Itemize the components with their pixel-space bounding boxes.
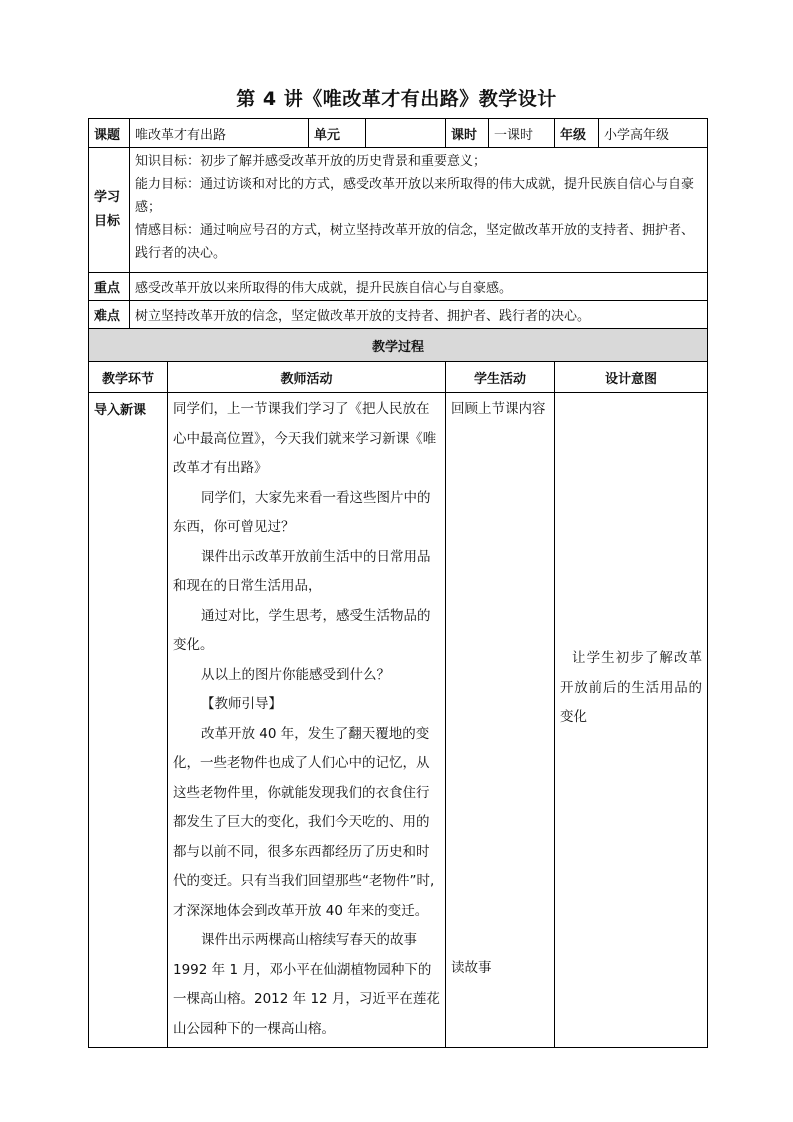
- goals-row: [89, 148, 708, 273]
- grade-value: 小学高年级: [599, 119, 708, 148]
- teacher-activity: [168, 393, 446, 1048]
- student-read: 读故事: [451, 960, 492, 976]
- student-activity: [446, 393, 555, 1048]
- goal-emotion: 情感目标：通过响应号召的方式，树立坚持改革开放的信念，坚定做改革开放的支持者、拥护者、践行者的决心。: [135, 223, 695, 261]
- period-label: 课时: [446, 119, 489, 148]
- period-value: 一课时: [489, 119, 555, 148]
- unit-value: [366, 119, 446, 148]
- lesson-plan-table: [88, 118, 708, 1048]
- key-point-label: 重点: [89, 273, 130, 301]
- design-intent: 让学生初步了解改革开放前后的生活用品的变化: [560, 650, 703, 725]
- header-row: [89, 119, 708, 148]
- teacher-paragraph: 同学们，大家先来看一看这些图片中的东西，你可曾见过？: [173, 489, 431, 535]
- key-point-text: 感受改革开放以来所取得的伟大成就，提升民族自信心与自豪感。: [130, 273, 708, 301]
- teacher-paragraph: 【教师引导】: [201, 696, 282, 712]
- stage-cell: 导入新课: [89, 393, 168, 1048]
- teacher-paragraph: 同学们，上一节课我们学习了《把人民放在心中最高位置》，今天我们就来学习新课《唯改革才有出路》: [173, 401, 437, 476]
- col-student: 学生活动: [446, 362, 555, 393]
- goals-content: [130, 148, 708, 273]
- process-body-row: [89, 393, 708, 1048]
- teacher-paragraph: 从以上的图片你能感受到什么？: [201, 666, 390, 683]
- difficulty-text: 树立坚持改革开放的信念，坚定做改革开放的支持者、拥护者、践行者的决心。: [130, 301, 708, 329]
- process-heading: 教学过程: [89, 329, 708, 362]
- topic-label: 课题: [89, 119, 130, 148]
- col-teacher: 教师活动: [168, 362, 446, 393]
- topic-value: 唯改革才有出路: [130, 119, 309, 148]
- teacher-paragraph: 改革开放 40 年，发生了翻天覆地的变化，一些老物件也成了人们心中的记忆，从这些老物件里，你就能发现我们的衣食住行都发生了巨大的变化，我们今天吃的、用的都与以前不同，很多东西都经历了历史和时代的变迁。只有当我们回望那些“老物件”时,才深深地体会到改革开放 40 年来的变迁。: [173, 725, 435, 919]
- teacher-paragraph: 课件出示改革开放前生活中的日常用品和现在的日常生活用品，: [173, 548, 431, 594]
- col-intent: 设计意图: [555, 362, 708, 393]
- goals-label: 学习目标: [89, 148, 130, 273]
- unit-label: 单元: [309, 119, 366, 148]
- difficulty-row: [89, 301, 708, 329]
- design-intent-cell: [555, 393, 708, 1048]
- process-columns-row: [89, 362, 708, 393]
- goal-knowledge: 知识目标：初步了解并感受改革开放的历史背景和重要意义；: [135, 154, 487, 169]
- teacher-paragraph: 通过对比，学生思考，感受生活物品的变化。: [173, 607, 431, 653]
- key-point-row: [89, 273, 708, 301]
- process-heading-row: [89, 329, 708, 362]
- difficulty-label: 难点: [89, 301, 130, 329]
- student-review: 回顾上节课内容: [451, 401, 546, 417]
- teacher-paragraph: 1992 年 1 月，邓小平在仙湖植物园种下的一棵高山榕。2012 年 12 月，习近平在莲花山公园种下的一棵高山榕。: [173, 961, 440, 1037]
- goal-ability: 能力目标：通过访谈和对比的方式，感受改革开放以来所取得的伟大成就，提升民族自信心与自豪感；: [135, 177, 695, 215]
- teacher-paragraph: 课件出示两棵高山榕续写春天的故事: [201, 932, 417, 948]
- grade-label: 年级: [555, 119, 599, 148]
- page-title: 第 4 讲《唯改革才有出路》教学设计: [236, 88, 557, 110]
- col-stage: 教学环节: [89, 362, 168, 393]
